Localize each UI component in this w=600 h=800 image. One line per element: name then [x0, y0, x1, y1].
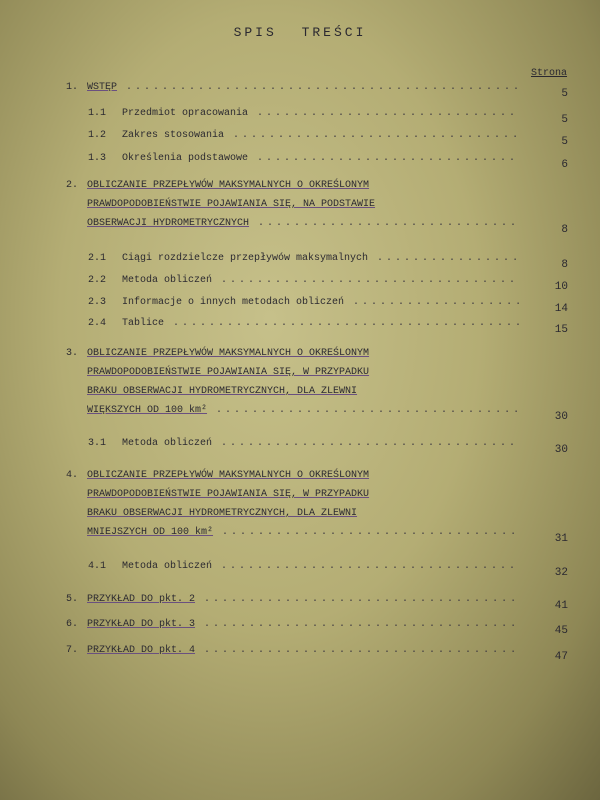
toc-entry-title: OBSERWACJI HYDROMETRYCZNYCH	[87, 218, 250, 229]
toc-entry-number: 2.4	[88, 318, 107, 329]
toc-entry	[88, 126, 521, 145]
toc-entry	[88, 293, 524, 312]
toc-entry-number: 2.3	[88, 297, 107, 308]
toc-entry-number: 1.3	[88, 153, 107, 164]
toc-entry-number: 1.2	[88, 130, 107, 141]
toc-page-number: 14	[554, 303, 568, 315]
toc-entry-title: MNIEJSZYCH OD 100 km²	[87, 527, 214, 538]
toc-page-number: 30	[554, 411, 568, 423]
toc-entry-number: 1.	[66, 82, 79, 93]
dot-leader: .............................	[248, 108, 519, 119]
toc-entry-number: 4.1	[88, 561, 107, 572]
toc-entry	[88, 314, 524, 333]
toc-entry-title: Zakres stosowania	[122, 130, 225, 141]
dot-leader: .......................................	[164, 318, 525, 329]
toc-entry-title: PRZYKŁAD DO pkt. 4	[87, 645, 196, 656]
toc-entry-number: 2.1	[88, 253, 107, 264]
toc-entry-title: BRAKU OBSERWACJI HYDROMETRYCZNYCH, DLA ZLEWNI	[87, 386, 358, 397]
toc-entry-number: 5.	[66, 594, 79, 605]
toc-page-number: 47	[554, 651, 568, 663]
toc-entry-title: PRZYKŁAD DO pkt. 3	[87, 619, 196, 630]
toc-entry-title: WIĘKSZYCH OD 100 km²	[87, 405, 208, 416]
toc-entry	[66, 344, 522, 420]
page-title: SPIS TREŚCI	[233, 25, 367, 40]
toc-entry-title: Ciągi rozdzielcze przepływów maksymalnych	[122, 253, 369, 264]
dot-leader: ................	[368, 253, 522, 264]
toc-entry-number: 6.	[66, 619, 79, 630]
toc-entry-title: WSTĘP	[87, 82, 118, 93]
toc-page-number: 32	[554, 567, 568, 579]
toc-page-number: 31	[554, 533, 568, 545]
dot-leader: ................................	[224, 130, 522, 141]
toc-page-number: 8	[561, 224, 568, 236]
toc-entry-title: PRAWDOPODOBIEŃSTWIE POJAWIANIA SIĘ, W PRZYPADKU	[87, 367, 370, 378]
toc-entry	[66, 78, 522, 97]
toc-page-number: 41	[554, 600, 568, 612]
toc-entry-title: Metoda obliczeń	[122, 275, 213, 286]
toc-entry-number: 3.	[66, 348, 79, 359]
dot-leader: ...................................	[195, 645, 520, 656]
toc-entry-title: OBLICZANIE PRZEPŁYWÓW MAKSYMALNYCH O OKREŚLONYM	[87, 348, 370, 359]
toc-entry-number: 4.	[66, 470, 79, 481]
dot-leader: ..................................	[207, 405, 523, 416]
toc-entry-title: PRAWDOPODOBIEŃSTWIE POJAWIANIA SIĘ, NA PODSTAWIE	[87, 199, 376, 210]
toc-entry-number: 2.2	[88, 275, 107, 286]
toc-entry	[66, 176, 519, 233]
toc-entry	[66, 641, 519, 660]
toc-entry-number: 7.	[66, 645, 79, 656]
toc-entry	[88, 149, 518, 168]
toc-entry-number: 3.1	[88, 438, 107, 449]
toc-entry	[66, 590, 519, 609]
toc-page-number: 5	[561, 88, 568, 100]
toc-entry	[88, 249, 521, 268]
toc-entry-title: Metoda obliczeń	[122, 438, 213, 449]
toc-page-number: 5	[561, 136, 568, 148]
dot-leader: .............................	[248, 153, 519, 164]
toc-entry	[66, 615, 519, 634]
dot-leader: ...................................	[195, 619, 520, 630]
dot-leader: .............................	[249, 218, 520, 229]
toc-page-number: 30	[554, 444, 568, 456]
page-column-header: Strona	[531, 68, 568, 79]
toc-page-number: 45	[554, 625, 568, 637]
toc-entry-number: 1.1	[88, 108, 107, 119]
dot-leader: ...................................	[195, 594, 520, 605]
toc-page-number: 10	[554, 281, 568, 293]
toc-entry	[88, 104, 518, 123]
toc-entry	[88, 557, 518, 576]
toc-entry	[66, 466, 519, 542]
dot-leader: ...................	[344, 297, 525, 308]
toc-entry-title: OBLICZANIE PRZEPŁYWÓW MAKSYMALNYCH O OKREŚLONYM	[87, 180, 370, 191]
toc-entry	[88, 434, 518, 453]
dot-leader: .................................	[213, 527, 520, 538]
toc-entry-title: PRZYKŁAD DO pkt. 2	[87, 594, 196, 605]
toc-entry-title: BRAKU OBSERWACJI HYDROMETRYCZNYCH, DLA ZLEWNI	[87, 508, 358, 519]
toc-entry-title: OBLICZANIE PRZEPŁYWÓW MAKSYMALNYCH O OKREŚLONYM	[87, 470, 370, 481]
toc-entry-title: Przedmiot opracowania	[122, 108, 249, 119]
dot-leader: .................................	[212, 275, 519, 286]
toc-entry-title: PRAWDOPODOBIEŃSTWIE POJAWIANIA SIĘ, W PRZYPADKU	[87, 489, 370, 500]
dot-leader: .................................	[212, 438, 519, 449]
toc-page-number: 6	[561, 159, 568, 171]
toc-entry-title: Określenia podstawowe	[122, 153, 249, 164]
toc-page-number: 8	[561, 259, 568, 271]
toc-entry-number: 2.	[66, 180, 79, 191]
toc-page-number: 15	[554, 324, 568, 336]
dot-leader: ............................................	[117, 82, 523, 93]
toc-page-number: 5	[561, 114, 568, 126]
dot-leader: .................................	[212, 561, 519, 572]
toc-entry-title: Informacje o innych metodach obliczeń	[122, 297, 345, 308]
toc-entry-title: Tablice	[122, 318, 165, 329]
toc-entry	[88, 271, 518, 290]
toc-entry-title: Metoda obliczeń	[122, 561, 213, 572]
